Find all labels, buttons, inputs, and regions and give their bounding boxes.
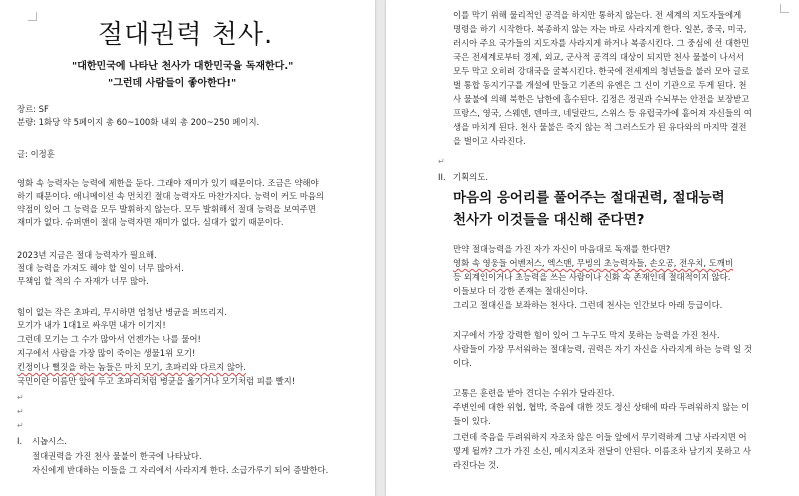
headline-line-2: 천사가 이것들을 대신해 준다면? [453,212,645,228]
body-line: 힘이 없는 작은 초파리, 무시하면 엄청난 병균을 퍼뜨리지. [17,307,228,317]
body-line: 그런데 모기는 그 수가 많아서 언젠가는 나를 물어! [17,334,201,344]
body-line: 등 외계인이거나 초능력을 쓰는 사람이나 신화 속 존재인데 절대적이지 않다. [453,272,731,282]
headline-line-1: 마음의 응어리를 풀어주는 절대권력, 절대능력 [453,190,725,206]
body-line: 떻게 될까? 그가 가진 소신, 메시지조차 전달이 안된다. 이름조차 남기지 못하고 사 [453,446,751,456]
margin-corner-mark [28,12,37,21]
intro-paragraph-line: 영화 속 능력자는 능력에 제한을 둔다. 그래야 재미가 있기 때문이다. 조금은 약해야 [17,178,319,188]
subtitle-line-2: "그런데 사람들이 좋아한다!" [108,78,237,89]
body-line: 이를 막기 위해 물리적인 공격을 하지만 통하지 않는다. 전 세계의 지도자들에게 [453,10,742,20]
body-line: 모기가 내가 1대1로 싸우면 내가 이기지! [17,320,166,330]
body-line: 프랑스, 영국, 스웨덴, 덴마크, 네덜란드, 스위스 등 유럽국가에 흩어져 자신들의 여 [453,108,752,118]
body-line: 절대 능력을 가져도 해야 할 일이 너무 많아서. [17,263,184,273]
body-line: 들이 있다. [453,416,491,426]
volume-line: 분량: 1화당 약 5페이지 총 60~100화 내외 총 200~250 페이지. [17,117,260,127]
body-line: 을 벌이고 사라진다. [453,136,526,146]
intro-paragraph-line: 재미가 없다. 슈퍼맨이 절대 능력자면 재미가 없다. 심대가 없기 때문이다. [17,217,284,227]
body-line: 러시아 주요 국가들의 지도자를 사라지게 하거나 복종시킨다. 그 중심에 선 대한민 [453,38,750,48]
body-line: 모두 막고 오히려 강대국을 굴복시킨다. 한국에 전세계의 청년들을 불러 모아 글로 [453,66,750,76]
body-line: 명령을 하기 시작한다. 복종하지 않는 자는 바로 사라지게 한다. 일본, 중국, 미국, [453,24,747,34]
body-line: 만약 절대능력을 가진 자가 자신이 마음대로 독재를 한다면? [453,244,671,254]
body-line: 고통은 훈련을 받아 견디는 수위가 달라진다. [453,388,615,398]
body-line: 벌 통합 동지기구를 개설에 만들고 기존의 유엔은 그 신이 기관으로 두게 된다. 천 [453,80,747,90]
paragraph-mark: ↵ [17,407,24,416]
body-line: 무책임 할 적의 수 자재가 너무 많아. [17,276,149,286]
body-line: 주변인에 대한 위협, 협박, 죽음에 대한 것도 정신 상태에 따라 두려워하지 않는 이 [453,402,750,412]
intro-paragraph-line: 하기 때문이다. 애니메이션 속 먼치킨 절대 능력자도 마찬가지다. 능력이 커도 마음의 [17,191,325,201]
paragraph-mark: ↵ [17,393,24,402]
body-line: 사 물불에 의해 북한은 남한에 흡수된다. 김정은 정권과 수뇌부는 안전을 보장받고 [453,94,750,104]
body-line: 그런데 죽음을 두려워하지 자조차 않은 이들 앞에서 무기력하게 그냥 사라지면 어 [453,432,747,442]
document-page-right [386,0,799,496]
body-line: 라진다는 것. [453,460,499,470]
section-number: II. [438,172,446,182]
paragraph-mark: ↵ [17,421,24,430]
body-line: 사람들이 가장 무서워하는 절대능력, 권력은 자기 자신을 사라지게 하는 능력 일 것 [453,344,752,354]
body-line: 생을 마치게 된다. 천사 물불은 죽지 않는 적 그러스도가 된 유다와의 마지막 결전 [453,122,747,132]
body-line: 킨정이나 뻘짓을 하는 놈들은 마치 모기, 초파리와 다르지 않아. [17,362,246,372]
body-line: 국은 전세계로부터 경제, 외교, 군사적 공격의 대상이 되지만 천사 물불이 나서서 [453,52,744,62]
genre-line: 장르: SF [17,104,49,114]
section-number: I. [17,436,23,446]
body-line: 지구에서 가장 강력한 힘이 있어 그 누구도 막지 못하는 능력을 가진 천사. [453,330,720,340]
body-line: 이다. [453,358,472,368]
section-heading: 기획의도. [453,172,489,182]
synopsis-line: 자신에게 반대하는 이들을 그 자리에서 사라지게 한다. 소급가루기 되어 증발한다. [32,465,329,475]
margin-corner-mark [780,4,789,13]
synopsis-line: 절대권력을 가진 천사 물불이 한국에 나타났다. [32,451,202,461]
body-line: 그리고 절대신을 보좌하는 천사다. 그런데 천사는 인간보다 아래 등급이다. [453,300,723,310]
intro-paragraph-line: 약점이 있어 그 능력을 모두 발휘하지 않는다. 모두 발휘해서 절대 능력을 보여주면 [17,204,316,214]
body-line: 지구에서 사람을 가장 많이 죽이는 생물1위 모기! [17,348,196,358]
body-line: 국민이란 이름만 앞에 두고 초파리처럼 병균을 옮기거나 모기처럼 피를 빨지! [17,376,296,386]
body-line: 2023년 지금은 절대 능력자가 필요해. [17,250,157,260]
document-page-left [0,0,375,496]
body-line: 이들보다 더 강한 존재는 절대신이다. [453,286,588,296]
document-title: 절대권력 천사. [98,20,274,50]
section-heading: 시놉시스. [32,436,68,446]
author-line: 글: 이정훈 [17,149,55,159]
body-line: 영화 속 영웅들 어벤저스, 엑스맨, 무빙의 초능력자들, 손오공, 전우치, 도깨비 [453,258,733,268]
subtitle-line-1: "대한민국에 나타난 천사가 대한민국을 독재한다." [72,61,294,72]
paragraph-mark: ↵ [438,157,445,166]
